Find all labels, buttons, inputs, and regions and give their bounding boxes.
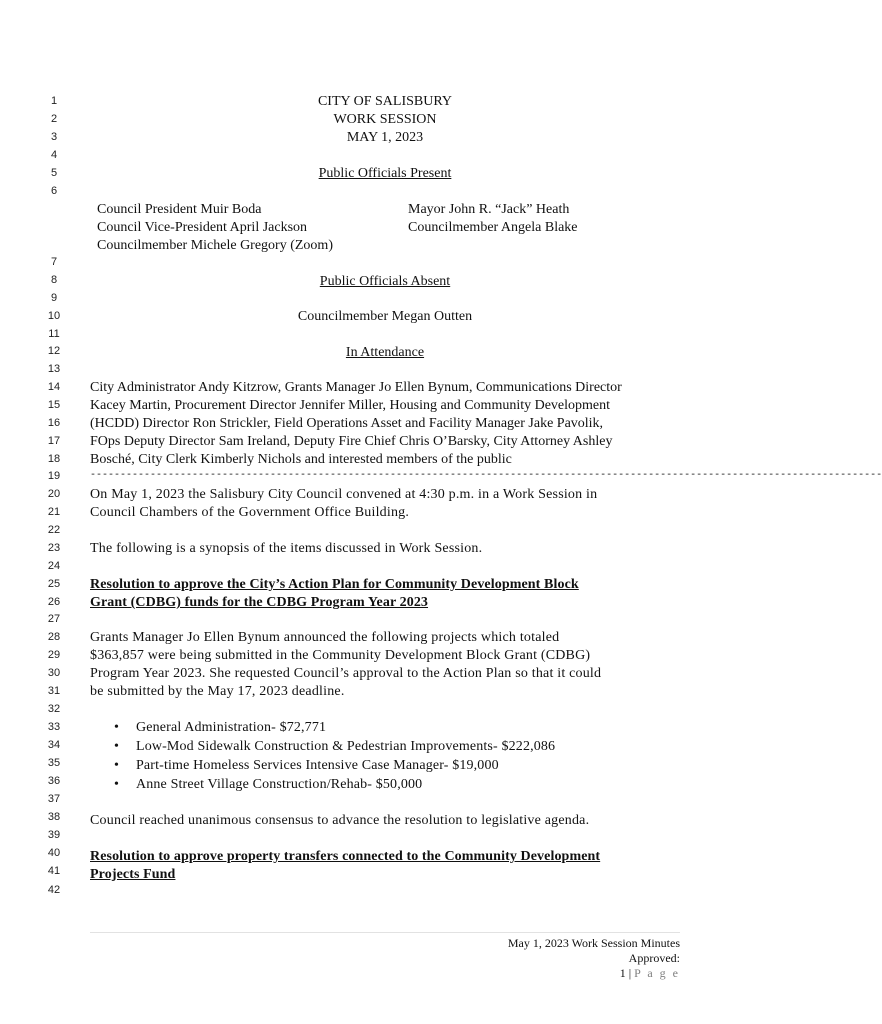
line-number: 31 xyxy=(47,685,61,697)
conclusion-text: Council reached unanimous consensus to advance the resolution to legislative agenda. xyxy=(90,813,590,828)
line-number: 37 xyxy=(47,793,61,805)
page-number xyxy=(620,966,680,981)
line-number: 39 xyxy=(47,829,61,841)
line-number: 40 xyxy=(47,847,61,859)
body-line: Grants Manager Jo Ellen Bynum announced the following projects which totaled xyxy=(90,630,560,645)
attendance-line: FOps Deputy Director Sam Ireland, Deputy Fire Chief Chris O’Barsky, City Attorney Ashley xyxy=(90,434,613,449)
present-heading: Public Officials Present xyxy=(318,166,452,181)
item-heading: Resolution to approve property transfers connected to the Community Development xyxy=(90,849,601,864)
line-number: 6 xyxy=(50,185,58,197)
line-number: 1 xyxy=(50,95,58,107)
line-number: 28 xyxy=(47,631,61,643)
line-number: 24 xyxy=(47,560,61,572)
city-title: CITY OF SALISBURY xyxy=(317,94,453,109)
synopsis-text: The following is a synopsis of the items discussed in Work Session. xyxy=(90,541,483,556)
attendance-line: (HCDD) Director Ron Strickler, Field Operations Asset and Facility Manager Jake Pavolik, xyxy=(90,416,604,431)
line-number: 9 xyxy=(50,292,58,304)
present-official: Council President Muir Boda xyxy=(97,202,262,217)
footer-approved: Approved: xyxy=(628,951,680,965)
bullet-icon: • xyxy=(114,758,119,773)
absent-heading: Public Officials Absent xyxy=(319,274,451,289)
page-label: P a g e xyxy=(634,966,680,980)
line-number: 26 xyxy=(47,596,61,608)
line-number: 17 xyxy=(47,435,61,447)
separator-line: ------------------------------------------------------------------------------------------------------------------------------------ xyxy=(90,470,882,481)
page-num: 1 xyxy=(619,966,626,980)
line-number: 20 xyxy=(47,488,61,500)
bullet-icon: • xyxy=(114,720,119,735)
present-official: Council Vice-President April Jackson xyxy=(97,220,308,235)
footer-divider xyxy=(90,932,680,933)
line-number: 4 xyxy=(50,149,58,161)
line-number: 21 xyxy=(47,506,61,518)
line-number: 14 xyxy=(47,381,61,393)
line-number: 16 xyxy=(47,417,61,429)
line-number: 38 xyxy=(47,811,61,823)
list-item-text: General Administration- $72,771 xyxy=(136,720,327,735)
session-title: WORK SESSION xyxy=(333,112,437,127)
line-number: 8 xyxy=(50,274,58,286)
line-number: 29 xyxy=(47,649,61,661)
line-number: 36 xyxy=(47,775,61,787)
line-number: 3 xyxy=(50,131,58,143)
line-number: 32 xyxy=(47,703,61,715)
attendance-heading: In Attendance xyxy=(345,345,425,360)
body-line: be submitted by the May 17, 2023 deadline. xyxy=(90,684,345,699)
line-number: 13 xyxy=(47,363,61,375)
attendance-line: Bosché, City Clerk Kimberly Nichols and interested members of the public xyxy=(90,452,512,467)
intro-line: Council Chambers of the Government Office Building. xyxy=(90,505,410,520)
line-number: 22 xyxy=(47,524,61,536)
line-number: 35 xyxy=(47,757,61,769)
item-heading: Grant (CDBG) funds for the CDBG Program Year 2023 xyxy=(90,595,429,610)
attendance-line: Kacey Martin, Procurement Director Jennifer Miller, Housing and Community Development xyxy=(90,398,611,413)
attendance-line: City Administrator Andy Kitzrow, Grants Manager Jo Ellen Bynum, Communications Director xyxy=(90,380,622,395)
line-number: 2 xyxy=(50,113,58,125)
line-number: 41 xyxy=(47,865,61,877)
line-number: 18 xyxy=(47,453,61,465)
page-divider: | xyxy=(628,966,632,980)
body-line: $363,857 were being submitted in the Community Development Block Grant (CDBG) xyxy=(90,648,591,663)
line-number: 34 xyxy=(47,739,61,751)
bullet-icon: • xyxy=(114,739,119,754)
line-number: 19 xyxy=(47,470,61,482)
line-number: 7 xyxy=(50,256,58,268)
line-number: 25 xyxy=(47,578,61,590)
intro-line: On May 1, 2023 the Salisbury City Council convened at 4:30 p.m. in a Work Session in xyxy=(90,487,598,502)
footer-title: May 1, 2023 Work Session Minutes xyxy=(507,936,680,950)
list-item-text: Anne Street Village Construction/Rehab- $50,000 xyxy=(136,777,423,792)
line-number: 12 xyxy=(47,345,61,357)
line-number: 10 xyxy=(47,310,61,322)
item-heading: Resolution to approve the City’s Action Plan for Community Development Block xyxy=(90,577,579,592)
line-number: 23 xyxy=(47,542,61,554)
line-number: 30 xyxy=(47,667,61,679)
present-official: Councilmember Michele Gregory (Zoom) xyxy=(97,238,333,253)
item-heading: Projects Fund xyxy=(90,867,176,882)
list-item-text: Low-Mod Sidewalk Construction & Pedestrian Improvements- $222,086 xyxy=(136,739,556,754)
body-line: Program Year 2023. She requested Council’s approval to the Action Plan so that it could xyxy=(90,666,602,681)
line-number: 42 xyxy=(47,884,61,896)
line-number: 33 xyxy=(47,721,61,733)
list-item-text: Part-time Homeless Services Intensive Case Manager- $19,000 xyxy=(136,758,499,773)
present-official: Mayor John R. “Jack” Heath xyxy=(408,202,570,217)
line-number: 11 xyxy=(48,328,60,340)
line-number: 5 xyxy=(50,167,58,179)
line-number: 27 xyxy=(47,613,61,625)
line-number: 15 xyxy=(47,399,61,411)
present-official: Councilmember Angela Blake xyxy=(408,220,578,235)
session-date: MAY 1, 2023 xyxy=(346,130,424,145)
bullet-icon: • xyxy=(114,777,119,792)
absent-official: Councilmember Megan Outten xyxy=(297,309,473,324)
